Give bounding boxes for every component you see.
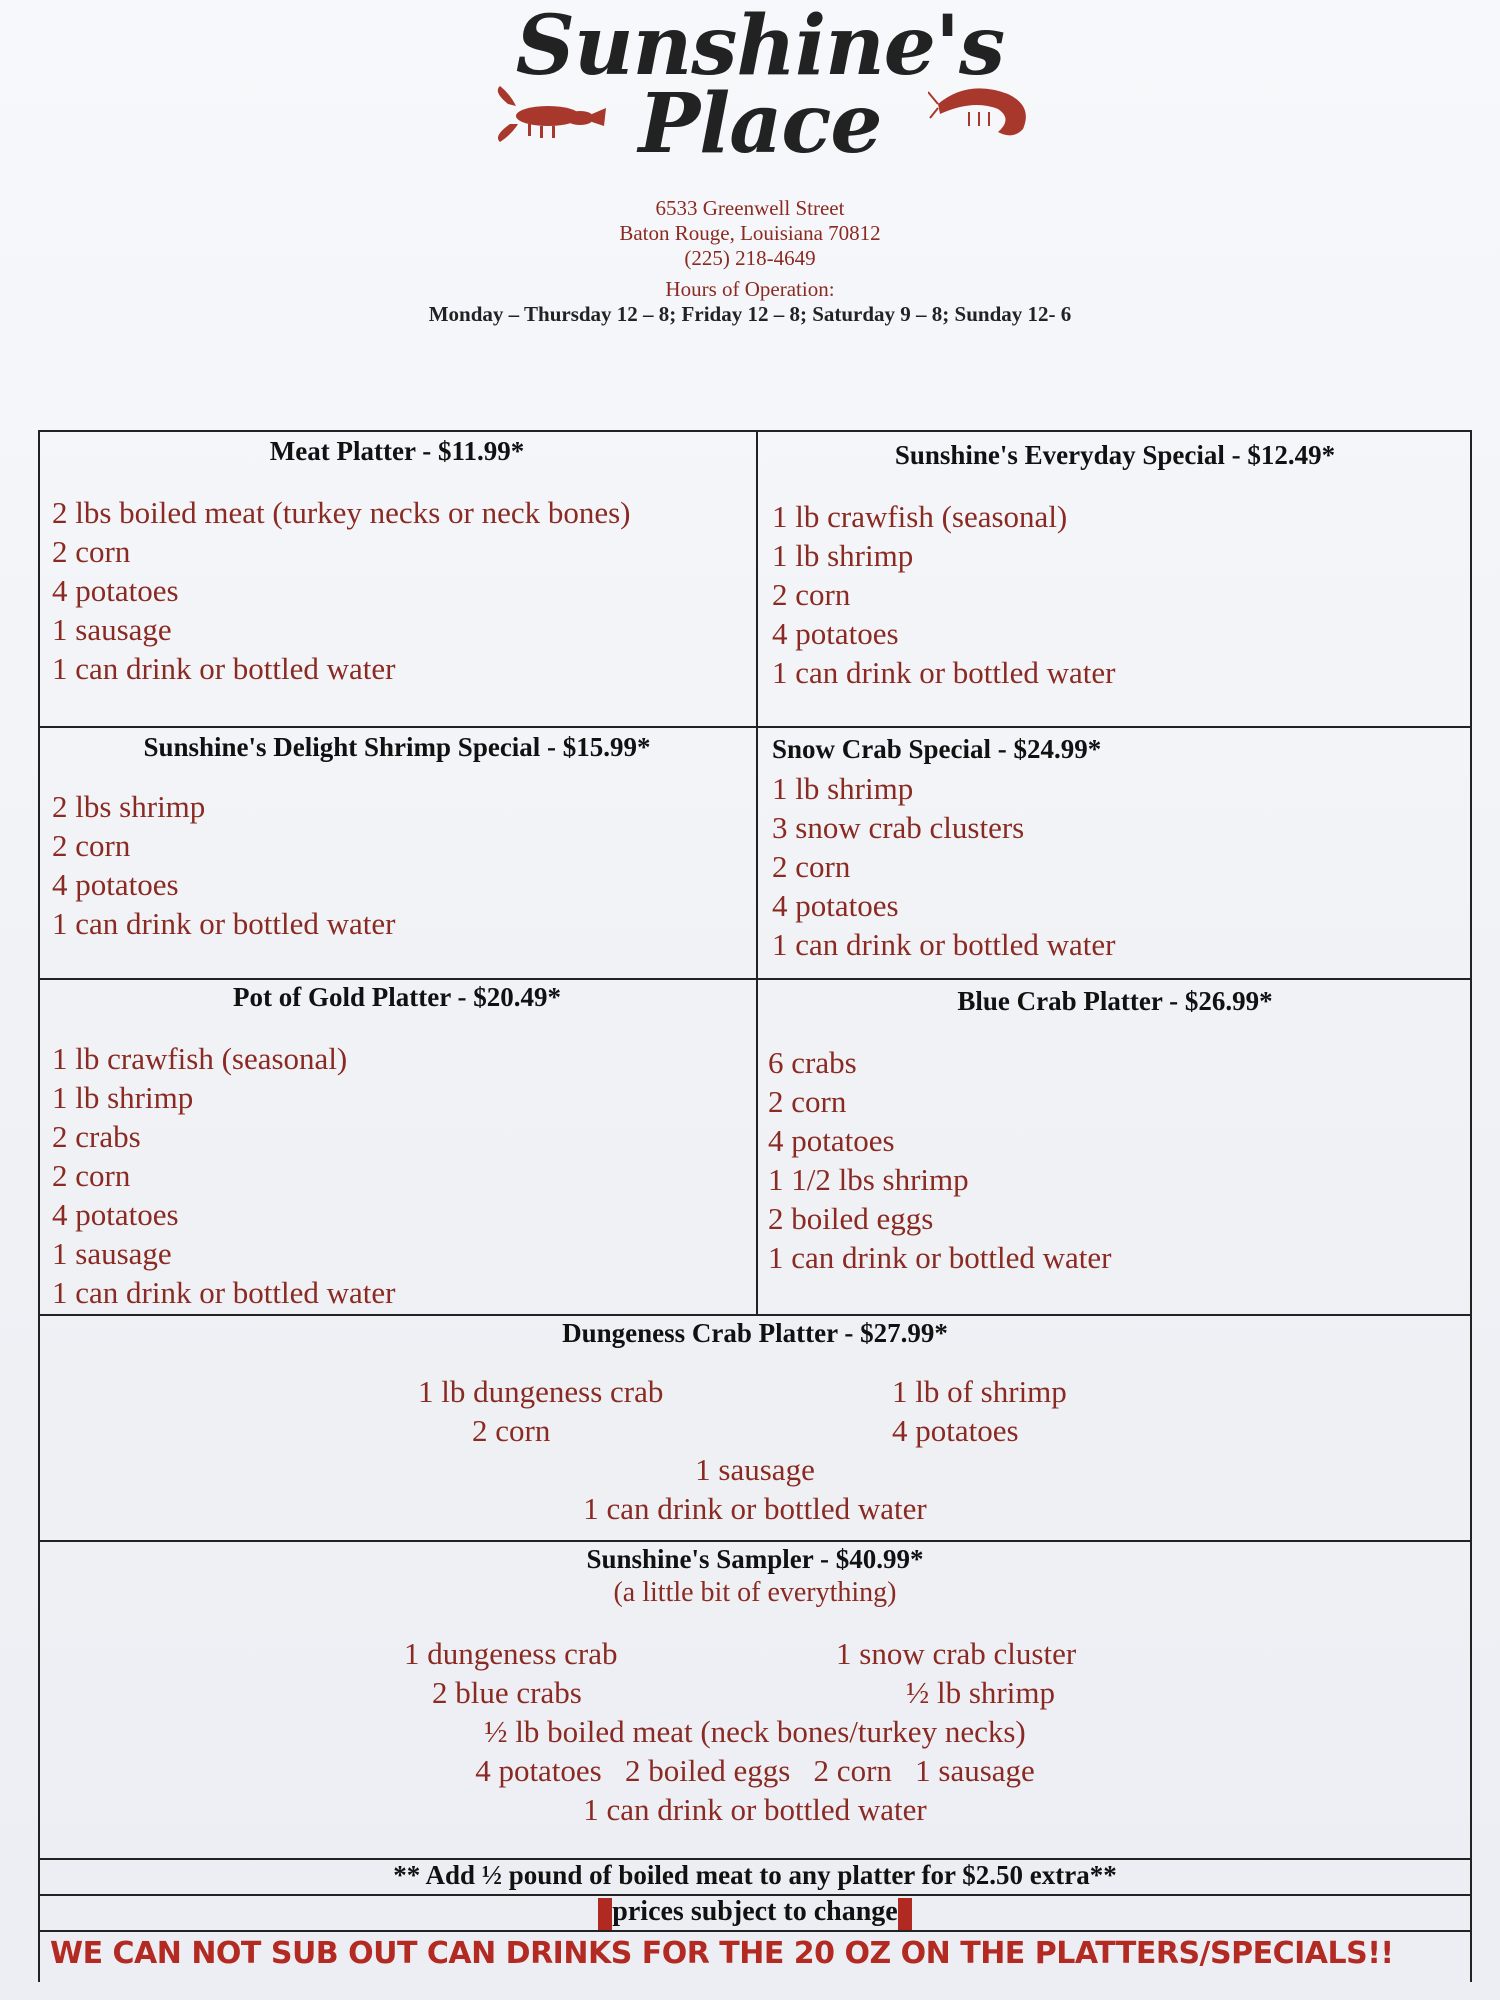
menu-item-meat-platter bbox=[38, 436, 756, 688]
list-item: 1 can drink or bottled water bbox=[772, 655, 1116, 690]
sampler-center-2: 4 potatoes 2 boiled eggs 2 corn 1 sausage bbox=[475, 1753, 1035, 1788]
asterisk-marker-left bbox=[598, 1898, 612, 1930]
grid-border-top bbox=[38, 430, 1472, 432]
list-item: 1 sausage bbox=[52, 612, 172, 647]
menu-item-pot-of-gold bbox=[38, 982, 756, 1312]
list-item: 2 crabs bbox=[52, 1119, 141, 1154]
sampler-right-2: ½ lb shrimp bbox=[906, 1675, 1055, 1710]
menu-grid bbox=[38, 430, 1472, 1982]
snow-crab-title: Snow Crab Special - $24.99* bbox=[772, 734, 1102, 764]
list-item: 2 corn bbox=[772, 849, 851, 884]
dungeness-center-1: 1 sausage bbox=[695, 1452, 815, 1487]
sampler-left-1: 1 dungeness crab bbox=[404, 1636, 618, 1671]
pot-of-gold-title: Pot of Gold Platter - $20.49* bbox=[233, 982, 561, 1012]
logo-line-2: Place bbox=[638, 75, 882, 172]
list-item: 2 corn bbox=[52, 534, 131, 569]
pot-of-gold-items bbox=[38, 1039, 756, 1312]
list-item: 1 lb shrimp bbox=[772, 771, 914, 806]
phone-number: (225) 218-4649 bbox=[684, 246, 816, 270]
menu-item-sampler bbox=[38, 1542, 1472, 1858]
sampler-center-1: ½ lb boiled meat (neck bones/turkey necks) bbox=[484, 1714, 1026, 1749]
list-item: 2 corn bbox=[768, 1084, 847, 1119]
dungeness-left-1: 1 lb dungeness crab bbox=[418, 1374, 664, 1409]
list-item: 3 snow crab clusters bbox=[772, 810, 1025, 845]
list-item: 2 boiled eggs bbox=[768, 1201, 934, 1236]
address-street: 6533 Greenwell Street bbox=[655, 196, 845, 220]
sampler-right-1: 1 snow crab cluster bbox=[836, 1636, 1077, 1671]
address-city: Baton Rouge, Louisiana 70812 bbox=[619, 221, 881, 245]
grid-divider-row2 bbox=[38, 978, 1472, 980]
blue-crab-title: Blue Crab Platter - $26.99* bbox=[957, 986, 1273, 1016]
list-item: 1 lb shrimp bbox=[52, 1080, 194, 1115]
list-item: 1 lb shrimp bbox=[772, 538, 914, 573]
list-item: 6 crabs bbox=[768, 1045, 857, 1080]
blue-crab-items bbox=[758, 1043, 1472, 1277]
sampler-center-3: 1 can drink or bottled water bbox=[583, 1792, 927, 1827]
everyday-special-title: Sunshine's Everyday Special - $12.49* bbox=[894, 440, 1336, 470]
list-item: 4 potatoes bbox=[772, 888, 899, 923]
list-item: 4 potatoes bbox=[768, 1123, 895, 1158]
list-item: 1 1/2 lbs shrimp bbox=[768, 1162, 969, 1197]
list-item: 1 can drink or bottled water bbox=[772, 927, 1116, 962]
delight-shrimp-title: Sunshine's Delight Shrimp Special - $15.99* bbox=[143, 732, 651, 762]
sampler-subtitle: (a little bit of everything) bbox=[613, 1577, 897, 1608]
sampler-title: Sunshine's Sampler - $40.99* bbox=[586, 1544, 924, 1574]
sampler-left-2: 2 blue crabs bbox=[432, 1675, 582, 1710]
menu-header bbox=[0, 0, 1500, 420]
list-item: 4 potatoes bbox=[52, 867, 179, 902]
prices-change-text: prices subject to change bbox=[612, 1896, 898, 1927]
add-meat-note: ** Add ½ pound of boiled meat to any platter for $2.50 extra** bbox=[393, 1860, 1117, 1890]
grid-divider-row7 bbox=[38, 1930, 1472, 1932]
dungeness-right-2: 4 potatoes bbox=[892, 1413, 1019, 1448]
list-item: 1 can drink or bottled water bbox=[768, 1240, 1112, 1275]
menu-item-everyday-special bbox=[758, 440, 1472, 692]
list-item: 4 potatoes bbox=[52, 573, 179, 608]
dungeness-center-2: 1 can drink or bottled water bbox=[583, 1491, 927, 1526]
menu-item-dungeness bbox=[38, 1316, 1472, 1540]
menu-item-delight-shrimp bbox=[38, 732, 756, 943]
list-item: 1 lb crawfish (seasonal) bbox=[52, 1041, 348, 1076]
everyday-special-items bbox=[758, 497, 1472, 692]
asterisk-marker-right bbox=[898, 1898, 912, 1930]
list-item: 2 corn bbox=[52, 1158, 131, 1193]
list-item: 1 can drink or bottled water bbox=[52, 906, 396, 941]
menu-item-blue-crab bbox=[758, 986, 1472, 1277]
meat-platter-items bbox=[38, 493, 756, 688]
hours-text: Monday – Thursday 12 – 8; Friday 12 – 8; Saturday 9 – 8; Sunday 12- 6 bbox=[428, 302, 1072, 326]
prices-change-note bbox=[38, 1896, 1472, 1930]
list-item: 1 sausage bbox=[52, 1236, 172, 1271]
dungeness-left-2: 2 corn bbox=[472, 1413, 551, 1448]
contact-info bbox=[300, 196, 1200, 327]
menu-item-snow-crab bbox=[758, 734, 1472, 964]
list-item: 1 can drink or bottled water bbox=[52, 651, 396, 686]
drink-substitution-warning: WE CAN NOT SUB OUT CAN DRINKS FOR THE 20 OZ ON THE PLATTERS/SPECIALS!! bbox=[50, 1936, 1394, 1971]
list-item: 2 corn bbox=[52, 828, 131, 863]
logo-line-1: Sunshine's bbox=[515, 0, 1005, 94]
dungeness-title: Dungeness Crab Platter - $27.99* bbox=[562, 1318, 948, 1348]
list-item: 4 potatoes bbox=[52, 1197, 179, 1232]
list-item: 2 corn bbox=[772, 577, 851, 612]
dungeness-right-1: 1 lb of shrimp bbox=[892, 1374, 1067, 1409]
delight-shrimp-items bbox=[38, 787, 756, 943]
list-item: 1 lb crawfish (seasonal) bbox=[772, 499, 1068, 534]
list-item: 2 lbs shrimp bbox=[52, 789, 206, 824]
grid-divider-row1 bbox=[38, 726, 1472, 728]
hours-label: Hours of Operation: bbox=[665, 277, 835, 301]
meat-platter-title: Meat Platter - $11.99* bbox=[269, 436, 525, 466]
list-item: 1 can drink or bottled water bbox=[52, 1275, 396, 1310]
restaurant-logo bbox=[500, 0, 1020, 172]
snow-crab-items bbox=[758, 769, 1472, 964]
list-item: 4 potatoes bbox=[772, 616, 899, 651]
list-item: 2 lbs boiled meat (turkey necks or neck bones) bbox=[52, 495, 631, 530]
